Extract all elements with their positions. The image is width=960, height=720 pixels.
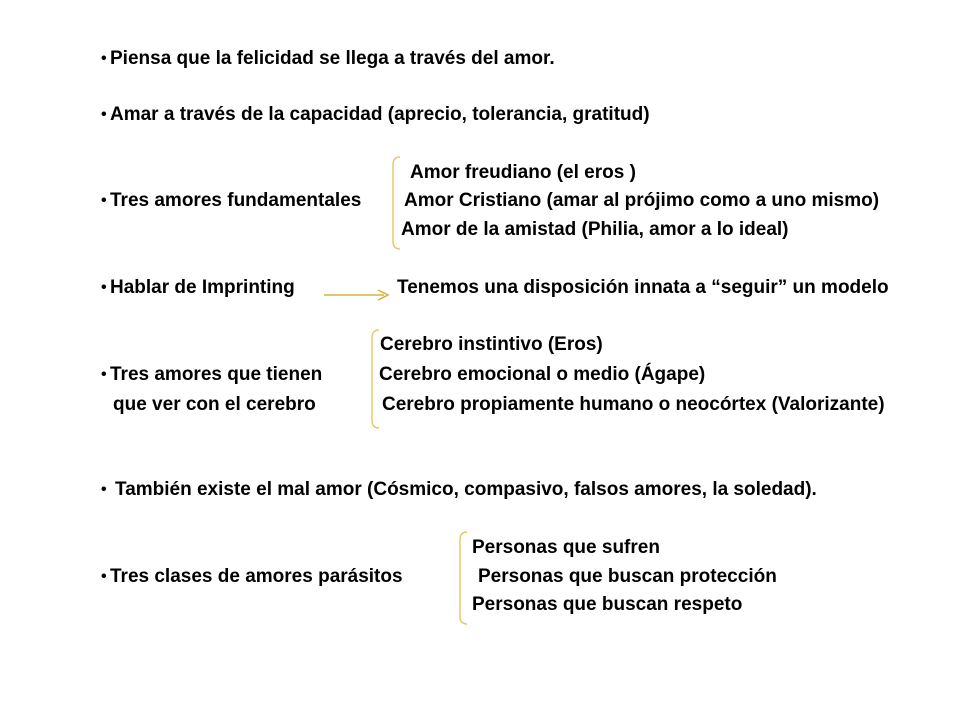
item-felicidad: Piensa que la felicidad se llega a través del amor.	[110, 48, 555, 69]
cerebro-label-2: que ver con el cerebro	[113, 394, 316, 415]
bullet-6: •	[101, 481, 107, 498]
bullet-1: •	[101, 50, 107, 67]
cerebro-label-1: Tres amores que tienen	[110, 364, 323, 385]
brace-tres-amores	[388, 155, 404, 251]
bullet-7: •	[101, 568, 107, 585]
arrow-icon	[322, 284, 394, 302]
parasitos-label: Tres clases de amores parásitos	[110, 566, 403, 587]
personas-sufren: Personas que sufren	[472, 537, 660, 558]
brace-parasitos	[455, 530, 471, 626]
item-amar: Amar a través de la capacidad (aprecio, tolerancia, gratitud)	[110, 104, 650, 125]
brace-cerebro	[367, 328, 383, 430]
personas-proteccion: Personas que buscan protección	[478, 566, 777, 587]
personas-respeto: Personas que buscan respeto	[472, 594, 743, 615]
cerebro-emocional: Cerebro emocional o medio (Ágape)	[379, 364, 706, 385]
bullet-2: •	[101, 106, 107, 123]
bullet-5: •	[101, 366, 107, 383]
bullet-3: •	[101, 192, 107, 209]
imprinting-text: Tenemos una disposición innata a “seguir” un modelo	[397, 277, 889, 298]
imprinting-label: Hablar de Imprinting	[110, 277, 295, 298]
item-mal-amor: También existe el mal amor (Cósmico, compasivo, falsos amores, la soledad).	[115, 479, 817, 500]
amor-freudiano: Amor freudiano (el eros )	[410, 162, 636, 183]
tres-amores-label: Tres amores fundamentales	[110, 190, 362, 211]
amor-cristiano: Amor Cristiano (amar al prójimo como a uno mismo)	[404, 190, 880, 211]
cerebro-instintivo: Cerebro instintivo (Eros)	[380, 334, 603, 355]
cerebro-humano: Cerebro propiamente humano o neocórtex (Valorizante)	[382, 394, 885, 415]
bullet-4: •	[101, 279, 107, 296]
amor-amistad: Amor de la amistad (Philia, amor a lo ideal)	[401, 219, 789, 240]
